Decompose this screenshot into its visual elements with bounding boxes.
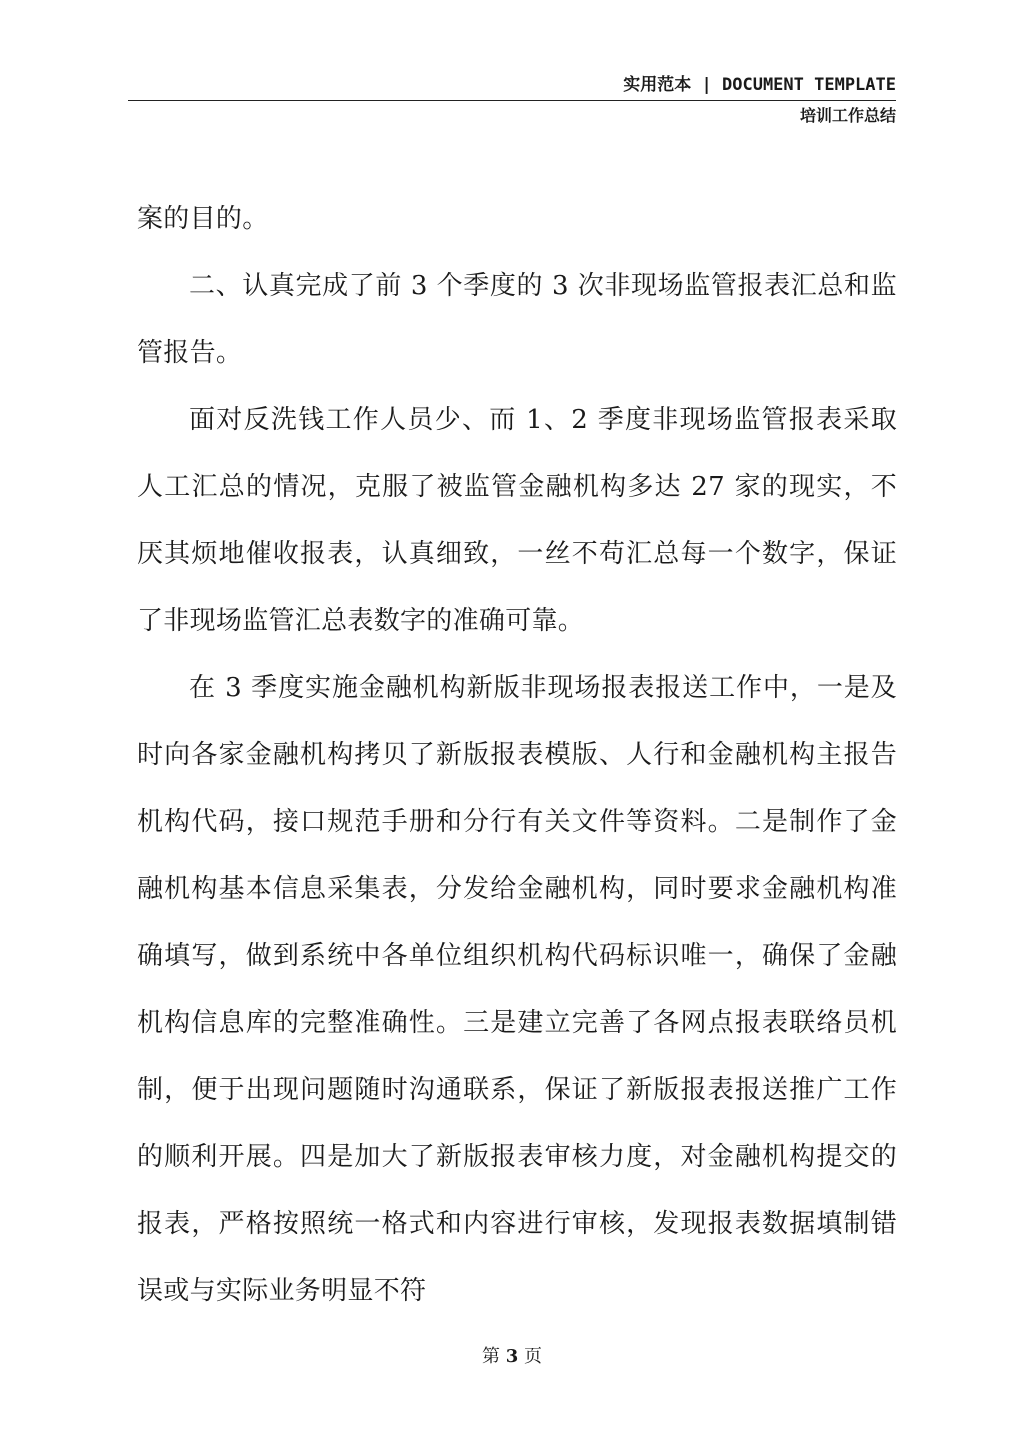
paragraph-4: 在 3 季度实施金融机构新版非现场报表报送工作中，一是及时向各家金融机构拷贝了新版报表模版、人行和金融机构主报告机构代码，接口规范手册和分行有关文件等资料。二是制作了金融机构基本信息采集表，分发给金融机构，同时要求金融机构准确填写，做到系统中各单位组织机构代码标识唯一，确保了金融机构信息库的完整准确性。三是建立完善了各网点报表联络员机制，便于出现问题随时沟通联系，保证了新版报表报送推广工作的顺利开展。四是加大了新版报表审核力度，对金融机构提交的报表，严格按照统一格式和内容进行审核，发现报表数据填制错误或与实际业务明显不符 xyxy=(137,673,897,1306)
header-subtitle: 培训工作总结 xyxy=(799,106,896,125)
page-footer xyxy=(0,1345,1024,1369)
page-header xyxy=(128,74,896,127)
footer-prefix: 第 xyxy=(482,1346,500,1367)
paragraph-1: 案的目的。 xyxy=(137,204,269,234)
paragraph-2: 二、认真完成了前 3 个季度的 3 次非现场监管报表汇总和监管报告。 xyxy=(137,271,897,368)
document-body xyxy=(137,186,897,1325)
paragraph-3: 面对反洗钱工作人员少、而 1、2 季度非现场监管报表采取人工汇总的情况，克服了被监管金融机构多达 27 家的现实，不厌其烦地催收报表，认真细致，一丝不苟汇总每一个数字，保证了非现场监管汇总表数字的准确可靠。 xyxy=(137,405,897,636)
header-brand: 实用范本 | DOCUMENT TEMPLATE xyxy=(128,74,896,101)
page-number: 3 xyxy=(505,1346,519,1367)
footer-suffix: 页 xyxy=(524,1346,542,1367)
